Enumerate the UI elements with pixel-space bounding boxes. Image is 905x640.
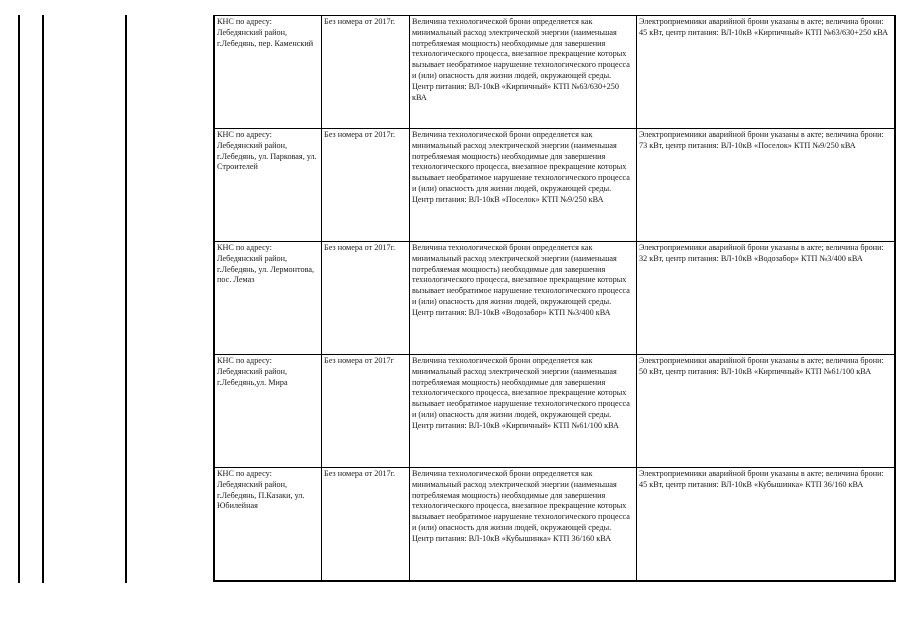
document-number-cell: Без номера от 2017г. (322, 242, 410, 355)
justification-cell: Величина технологической брони определяется как минимальный расход электрической энергии (наименьшая потребляемая мощность) необходимые для завершения технологического процесса, внезапное прекращение которых вызывает необратимое нарушение технологического процесса и (или) опасность для жизни людей, окружающей среды. Центр питания: ВЛ-10кВ «Поселок» КТП №9/250 кВА (410, 129, 637, 242)
table-row (214, 468, 895, 581)
emergency-reserve-table (213, 15, 896, 582)
document-number-cell: Без номера от 2017г (322, 355, 410, 468)
object-address-cell: КНС по адресу: Лебедянский район, г.Лебедянь, пер. Каменский (214, 16, 322, 129)
left-margin-rule-2 (42, 15, 44, 583)
justification-cell: Величина технологической брони определяется как минимальный расход электрической энергии (наименьшая потребляемая мощность) необходимые для завершения технологического процесса, внезапное прекращение которых вызывает необратимое нарушение технологического процесса и (или) опасность для жизни людей, окружающей среды. Центр питания: ВЛ-10кВ «Кирпичный» КТП №61/100 кВА (410, 355, 637, 468)
table-row (214, 242, 895, 355)
note-cell: Электроприемники аварийной брони указаны в акте; величина брони: 32 кВт, центр питания: ВЛ-10кВ «Водозабор» КТП №3/400 кВА (637, 242, 896, 355)
note-cell: Электроприемники аварийной брони указаны в акте; величина брони: 50 кВт, центр питания: ВЛ-10кВ «Кирпичный» КТП №61/100 кВА (637, 355, 896, 468)
table-row (214, 129, 895, 242)
object-address-cell: КНС по адресу: Лебедянский район, г.Лебедянь, ул. Лермонтова, пос. Лемаз (214, 242, 322, 355)
note-cell: Электроприемники аварийной брони указаны в акте; величина брони: 73 кВт, центр питания: ВЛ-10кВ «Поселок» КТП №9/250 кВА (637, 129, 896, 242)
table-row (214, 16, 895, 129)
document-number-cell: Без номера от 2017г. (322, 129, 410, 242)
note-cell: Электроприемники аварийной брони указаны в акте; величина брони: 45 кВт, центр питания: ВЛ-10кВ «Кирпичный» КТП №63/630+250 кВА (637, 16, 896, 129)
justification-cell: Величина технологической брони определяется как минимальный расход электрической энергии (наименьшая потребляемая мощность) необходимые для завершения технологического процесса, внезапное прекращение которых вызывает необратимое нарушение технологического процесса и (или) опасность для жизни людей, окружающей среды. Центр питания: ВЛ-10кВ «Кирпичный» КТП №63/630+250 кВА (410, 16, 637, 129)
document-number-cell: Без номера от 2017г. (322, 16, 410, 129)
document-number-cell: Без номера от 2017г. (322, 468, 410, 581)
left-margin-rule-3 (125, 15, 127, 583)
object-address-cell: КНС по адресу: Лебедянский район, г.Лебедянь, П.Казаки, ул. Юбилейная (214, 468, 322, 581)
object-address-cell: КНС по адресу: Лебедянский район, г.Лебедянь,ул. Мира (214, 355, 322, 468)
left-margin-rule-1 (18, 15, 20, 583)
justification-cell: Величина технологической брони определяется как минимальный расход электрической энергии (наименьшая потребляемая мощность) необходимые для завершения технологического процесса, внезапное прекращение которых вызывает необратимое нарушение технологического процесса и (или) опасность для жизни людей, окружающей среды. Центр питания: ВЛ-10кВ «Водозабор» КТП №3/400 кВА (410, 242, 637, 355)
table-row (214, 355, 895, 468)
note-cell: Электроприемники аварийной брони указаны в акте; величина брони: 45 кВт, центр питания: ВЛ-10кВ «Кубышинка» КТП 36/160 кВА (637, 468, 896, 581)
justification-cell: Величина технологической брони определяется как минимальный расход электрической энергии (наименьшая потребляемая мощность) необходимые для завершения технологического процесса, внезапное прекращение которых вызывает необратимое нарушение технологического процесса и (или) опасность для жизни людей, окружающей среды. Центр питания: ВЛ-10кВ «Кубышинка» КТП 36/160 кВА (410, 468, 637, 581)
object-address-cell: КНС по адресу: Лебедянский район, г.Лебедянь, ул. Парковая, ул. Строителей (214, 129, 322, 242)
